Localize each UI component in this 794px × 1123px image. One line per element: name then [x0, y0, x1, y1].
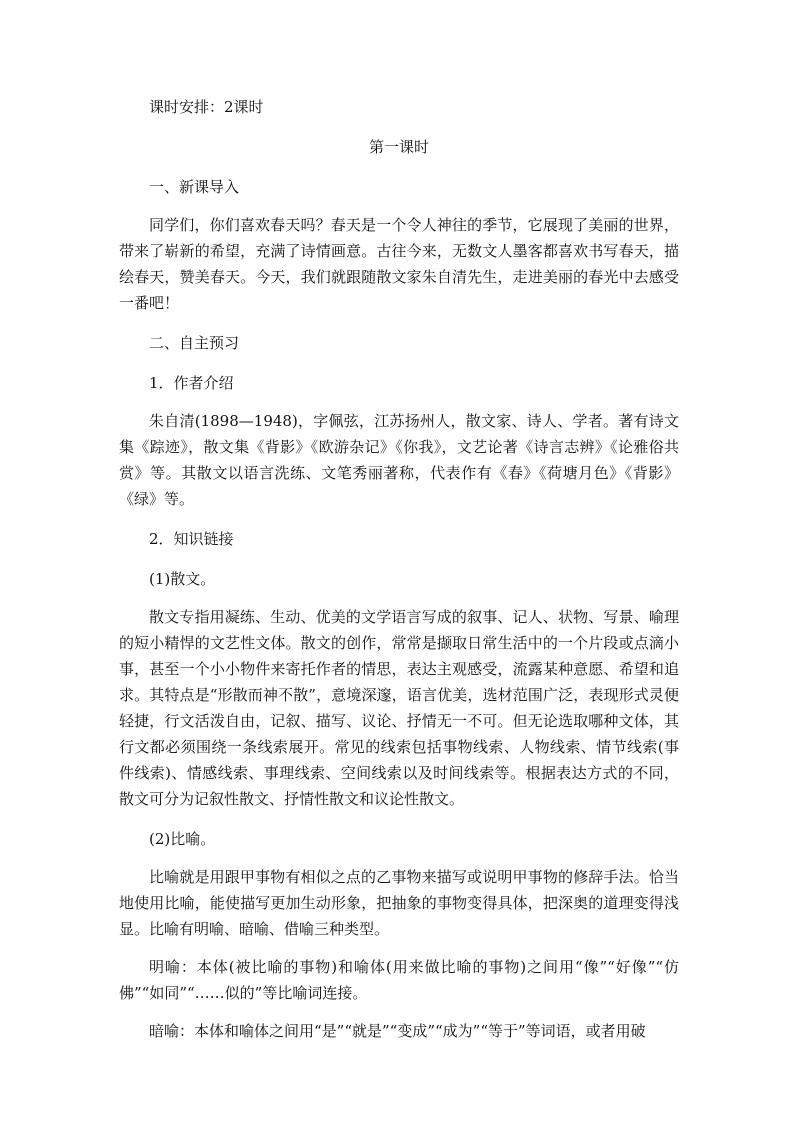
- lesson-title: 第一课时: [368, 138, 429, 156]
- section-heading-preview: 二、自主预习: [149, 334, 240, 352]
- implicit-metaphor-paragraph: 暗喻：本体和喻体之间用“是”“就是”“变成”“成为”“等于”等词语，或者用破: [149, 1022, 646, 1040]
- section-heading-intro: 一、新课导入: [149, 178, 240, 196]
- simile-paragraph: 明喻：本体(被比喻的事物)和喻体(用来做比喻的事物)之间用“像”“好像”“仿佛”“如同”“……似的”等比喻词连接。: [119, 958, 679, 1002]
- subheading-author: 1．作者介绍: [149, 374, 234, 392]
- prose-paragraph: 散文专指用凝练、生动、优美的文学语言写成的叙事、记人、状物、写景、喻理的短小精悍的文艺性文体。散文的创作，常常是撷取日常生活中的一个片段或点滴小事，甚至一个小小物件来寄托作者的情思，表达主观感受，流露某种意愿、希望和追求。其特点是“形散而神不散”，意境深邃，语言优美，选材范围广泛，表现形式灵便轻捷，行文活泼自由，记叙、描写、议论、抒情无一不可。但无论选取哪种文体，其行文都必须围绕一条线索展开。常见的线索包括事物线索、人物线索、情节线索(事件线索)、情感线索、事理线索、空间线索以及时间线索等。根据表达方式的不同，散文可分为记叙性散文、抒情性散文和议论性散文。: [119, 608, 679, 808]
- item-heading-prose: (1)散文。: [149, 570, 216, 588]
- class-schedule: 课时安排：2课时: [149, 98, 264, 116]
- author-paragraph: 朱自清(1898—1948)，字佩弦，江苏扬州人，散文家、诗人、学者。著有诗文集《踪迹》，散文集《背影》《欧游杂记》《你我》，文艺论著《诗言志辨》《论雅俗共赏》等。其散文以语言洗练、文笔秀丽著称，代表作有《春》《荷塘月色》《背影》《绿》等。: [119, 412, 679, 508]
- document-body: [119, 94, 679, 1044]
- item-heading-metaphor: (2)比喻。: [149, 830, 216, 848]
- intro-paragraph: 同学们，你们喜欢春天吗？春天是一个令人神往的季节，它展现了美丽的世界，带来了崭新的希望，充满了诗情画意。古往今来，无数文人墨客都喜欢书写春天，描绘春天，赞美春天。今天，我们就跟随散文家朱自清先生，走进美丽的春光中去感受一番吧！: [119, 216, 679, 312]
- metaphor-paragraph: 比喻就是用跟甲事物有相似之点的乙事物来描写或说明甲事物的修辞手法。恰当地使用比喻，能使描写更加生动形象，把抽象的事物变得具体，把深奥的道理变得浅显。比喻有明喻、暗喻、借喻三种类型。: [119, 868, 679, 938]
- subheading-knowledge: 2．知识链接: [149, 530, 234, 548]
